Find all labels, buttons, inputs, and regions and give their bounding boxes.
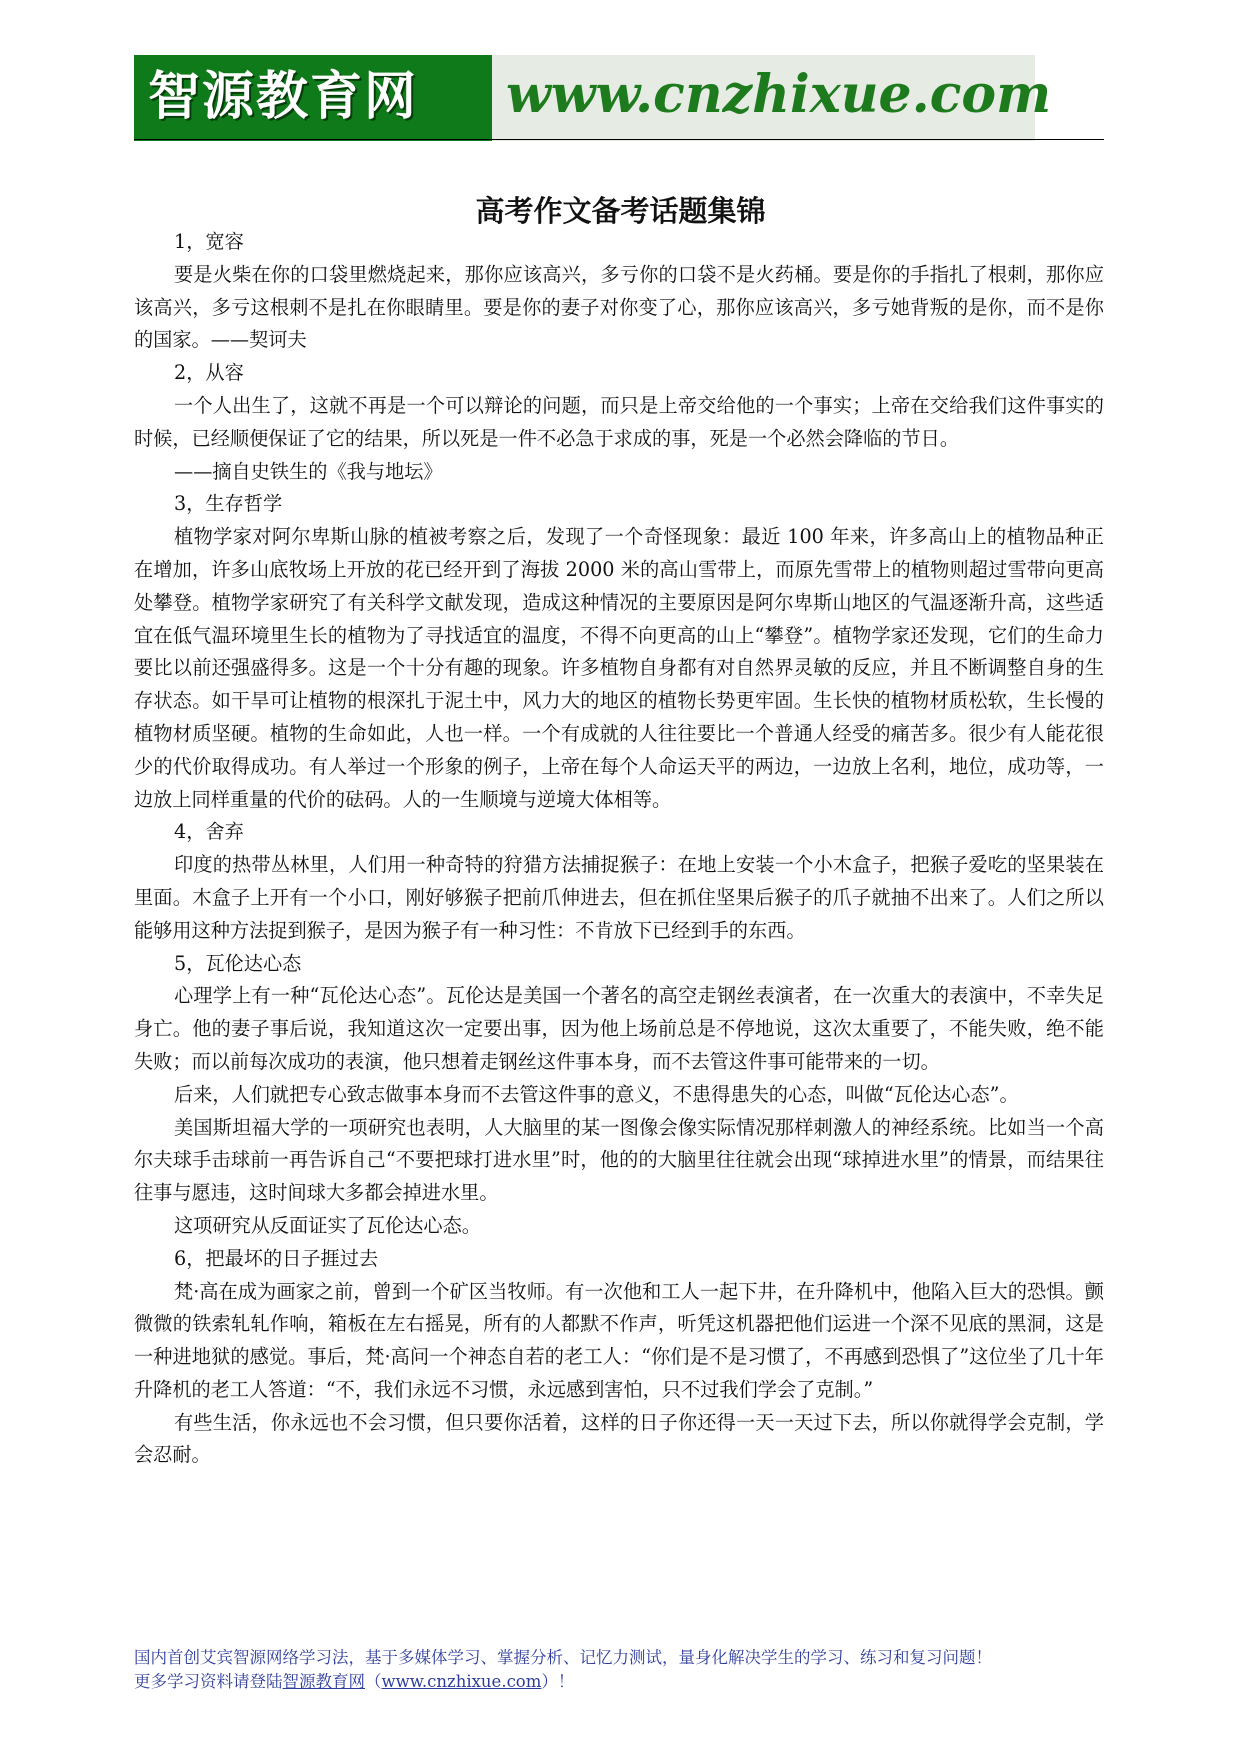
citation: ——摘自史铁生的《我与地坛》 (174, 459, 443, 483)
body-paragraph: 一个人出生了，这就不再是一个可以辩论的问题，而只是上帝交给他的一个事实；上帝在交给我们这件事实的时候，已经顺便保证了它的结果，所以死是一件不必急于求成的事，死是一个必然会降临的节日。 (134, 393, 1104, 450)
body-paragraph: 心理学上有一种“瓦伦达心态”。瓦伦达是美国一个著名的高空走钢丝表演者，在一次重大的表演中，不幸失足身亡。他的妻子事后说，我知道这次一定要出事，因为他上场前总是不停地说，这次太重要了，不能失败，绝不能失败；而以前每次成功的表演，他只想着走钢丝这件事本身，而不去管这件事可能带来的一切。 (134, 984, 1104, 1073)
page-footer (134, 1646, 1134, 1694)
document-title: 高考作文备考话题集锦 (475, 194, 766, 229)
section-heading: 4，舍弃 (174, 820, 244, 844)
body-paragraph: 要是火柴在你的口袋里燃烧起来，那你应该高兴，多亏你的口袋不是火药桶。要是你的手指扎了根刺，那你应该高兴，多亏这根刺不是扎在你眼睛里。要是你的妻子对你变了心，那你应该高兴，多亏她背叛的是你，而不是你的国家。——契诃夫 (134, 262, 1104, 352)
body-paragraph: 美国斯坦福大学的一项研究也表明，人大脑里的某一图像会像实际情况那样刺激人的神经系统。比如当一个高尔夫球手击球前一再告诉自己“不要把球打进水里”时，他的的大脑里往往就会出现“球掉进水里”的情景，而结果往往事与愿违，这时间球大多都会掉进水里。 (134, 1115, 1104, 1205)
section-heading: 6，把最坏的日子捱过去 (174, 1246, 379, 1270)
section-heading: 3，生存哲学 (174, 492, 283, 516)
section-heading: 5，瓦伦达心态 (174, 951, 302, 975)
body-paragraph: 植物学家对阿尔卑斯山脉的植被考察之后，发现了一个奇怪现象：最近 100 年来，许多高山上的植物品种正在增加，许多山底牧场上开放的花已经开到了海拔 2000 米的高山雪带上，而原先雪带上的植物则超过雪带向更高处攀登。植物学家研究了有关科学文献发现，造成这种情况的主要原因是阿尔卑斯山地区的气温逐渐升高，这些适宜在低气温环境里生长的植物为了寻找适宜的温度，不得不向更高的山上“攀登”。植物学家还发现，它们的生命力要比以前还强盛得多。这是一个十分有趣的现象。许多植物自身都有对自然界灵敏的反应，并且不断调整自身的生存状态。如干旱可让植物的根深扎于泥土中，风力大的地区的植物长势更牢固。生长快的植物材质松软，生长慢的植物材质坚硬。植物的生命如此，人也一样。一个有成就的人往往要比一个普通人经受的痛苦多。很少有人能花很少的代价取得成功。有人举过一个形象的例子，上帝在每个人命运天平的两边，一边放上名利，地位，成功等，一边放上同样重量的代价的砝码。人的一生顺境与逆境大体相等。 (134, 525, 1104, 811)
body-paragraph: 有些生活，你永远也不会习惯，但只要你活着，这样的日子你还得一天一天过下去，所以你就得学会克制，学会忍耐。 (134, 1410, 1104, 1467)
body-paragraph: 梵·高在成为画家之前，曾到一个矿区当牧师。有一次他和工人一起下井，在升降机中，他陷入巨大的恐惧。颤微微的铁索轧轧作响，箱板在左右摇晃，所有的人都默不作声，听凭这机器把他们运进一个深不见底的黑洞，这是一种进地狱的感觉。事后，梵·高问一个神态自若的老工人：“你们是不是习惯了，不再感到恐惧了”这位坐了几十年升降机的老工人答道：“不，我们永远不习惯，永远感到害怕，只不过我们学会了克制。” (134, 1279, 1104, 1401)
footer-suffix: ）！ (541, 1672, 575, 1691)
document-body (134, 226, 1104, 1472)
footer-paren-open: （ (365, 1672, 382, 1691)
body-paragraph: 印度的热带丛林里，人们用一种奇特的狩猎方法捕捉猴子：在地上安装一个小木盒子，把猴子爱吃的坚果装在里面。木盒子上开有一个小口，刚好够猴子把前爪伸进去，但在抓住坚果后猴子的爪子就抽不出来了。人们之所以能够用这种方法捉到猴子，是因为猴子有一种习性：不肯放下已经到手的东西。 (134, 853, 1104, 942)
footer-url-link[interactable]: www.cnzhixue.com (381, 1672, 542, 1691)
body-paragraph: 后来，人们就把专心致志做事本身而不去管这件事的意义，不患得患失的心态，叫做“瓦伦达心态”。 (174, 1082, 1019, 1106)
site-logo-text: 智源教育网 (148, 67, 419, 127)
footer-prefix: 更多学习资料请登陆 (134, 1672, 283, 1691)
site-logo-url: www.cnzhixue.com (506, 64, 1052, 125)
site-header (134, 55, 1052, 141)
footer-promo-line: 国内首创艾宾智源网络学习法，基于多媒体学习、掌握分析、记忆力测试，量身化解决学生的学习、练习和复习问题！ (134, 1648, 992, 1667)
header-divider (134, 139, 1104, 140)
footer-site-link[interactable]: 智源教育网 (282, 1672, 365, 1691)
section-heading: 2，从容 (174, 361, 244, 385)
footer-link-line (134, 1670, 1134, 1694)
section-heading: 1，宽容 (174, 230, 244, 253)
body-paragraph: 这项研究从反面证实了瓦伦达心态。 (174, 1213, 481, 1237)
